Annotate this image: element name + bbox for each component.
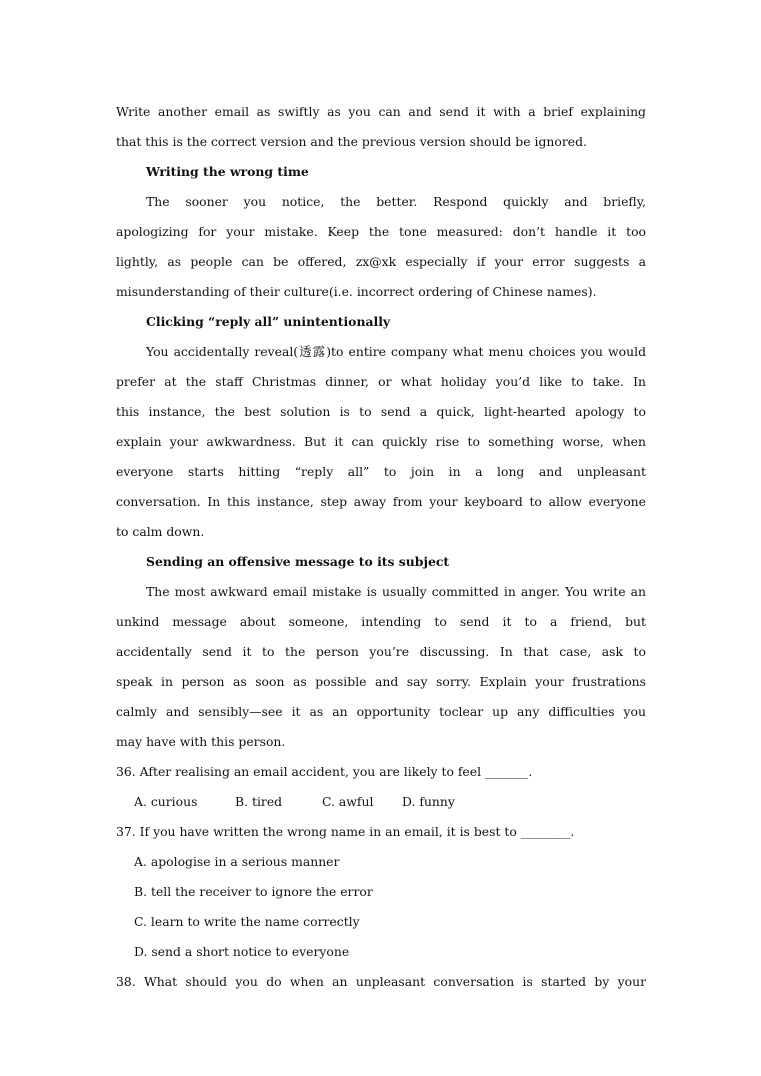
option-d: D. funny bbox=[402, 794, 455, 809]
section-heading-offensive-message: Sending an offensive message to its subject bbox=[146, 554, 450, 569]
question-38-stem: 38. What should you do when an unpleasant conversation is started by your bbox=[116, 974, 646, 989]
document-page bbox=[116, 97, 646, 997]
paragraph-line: calmly and sensibly—see it as an opportunity toclear up any difficulties you bbox=[116, 704, 646, 719]
paragraph-line: conversation. In this instance, step away from your keyboard to allow everyone bbox=[116, 494, 646, 509]
paragraph-line: everyone starts hitting “reply all” to join in a long and unpleasant bbox=[116, 464, 646, 479]
option-a: A. apologise in a serious manner bbox=[134, 854, 340, 869]
paragraph-line: speak in person as soon as possible and say sorry. Explain your frustrations bbox=[116, 674, 646, 689]
paragraph-line: The most awkward email mistake is usually committed in anger. You write an bbox=[146, 584, 646, 599]
option-a: A. curious bbox=[134, 794, 198, 809]
option-c: C. learn to write the name correctly bbox=[134, 914, 360, 929]
question-36-stem: 36. After realising an email accident, you are likely to feel _______. bbox=[116, 764, 533, 779]
section-heading-reply-all: Clicking “reply all” unintentionally bbox=[146, 314, 391, 329]
paragraph-line: explain your awkwardness. But it can quickly rise to something worse, when bbox=[116, 434, 646, 449]
paragraph-line: unkind message about someone, intending to send it to a friend, but bbox=[116, 614, 646, 629]
paragraph-line: misunderstanding of their culture(i.e. incorrect ordering of Chinese names). bbox=[116, 284, 597, 299]
paragraph-line: to calm down. bbox=[116, 524, 205, 539]
paragraph-line: accidentally send it to the person you’re discussing. In that case, ask to bbox=[116, 644, 646, 659]
question-36-options bbox=[116, 787, 646, 817]
option-d: D. send a short notice to everyone bbox=[134, 944, 350, 959]
paragraph-line: apologizing for your mistake. Keep the tone measured: don’t handle it too bbox=[116, 224, 646, 239]
option-b: B. tired bbox=[235, 794, 283, 809]
intro-line-2: that this is the correct version and the previous version should be ignored. bbox=[116, 134, 587, 149]
paragraph-line: You accidentally reveal(透露)to entire company what menu choices you would bbox=[146, 344, 646, 359]
option-c: C. awful bbox=[322, 794, 374, 809]
section-heading-wrong-time: Writing the wrong time bbox=[146, 164, 309, 179]
paragraph-line: lightly, as people can be offered, zx@xk especially if your error suggests a bbox=[116, 254, 646, 269]
paragraph-line: prefer at the staff Christmas dinner, or what holiday you’d like to take. In bbox=[116, 374, 646, 389]
paragraph-line: may have with this person. bbox=[116, 734, 286, 749]
paragraph-line: The sooner you notice, the better. Respond quickly and briefly, bbox=[146, 194, 646, 209]
intro-line-1: Write another email as swiftly as you can and send it with a brief explaining bbox=[116, 104, 646, 119]
question-37-stem: 37. If you have written the wrong name in an email, it is best to ________. bbox=[116, 824, 575, 839]
option-b: B. tell the receiver to ignore the error bbox=[134, 884, 373, 899]
paragraph-line: this instance, the best solution is to send a quick, light-hearted apology to bbox=[116, 404, 646, 419]
